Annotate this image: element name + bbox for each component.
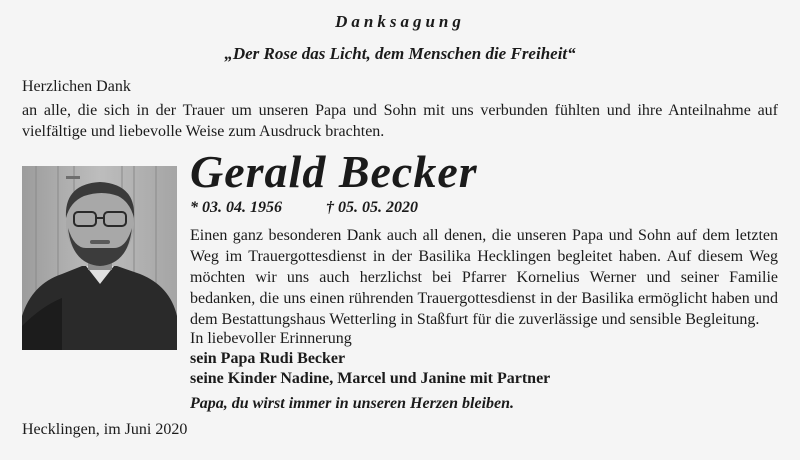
- portrait-photo: [22, 166, 177, 350]
- motto-quote: „Der Rose das Licht, dem Menschen die Freiheit“: [224, 44, 576, 63]
- notice-title: Danksagung: [335, 12, 465, 31]
- memory-intro: In liebevoller Erinnerung: [190, 330, 352, 347]
- intro-paragraph: an alle, die sich in der Trauer um unseren Papa und Sohn mit uns verbunden fühlten und ihre Anteilnahme auf vielfältige und liebevolle Weise zum Ausdruck brachten.: [22, 102, 778, 140]
- thanks-paragraph: Einen ganz besonderen Dank auch all denen, die unseren Papa und Sohn auf dem letzten Weg im Trauergottesdienst in der Basilika Hecklingen begleitet haben. Auf diesem Weg möchten wir uns auch herzlichst bei Pfarrer Kornelius Werner und seiner Familie bedanken, die uns einen rührenden Trauergottesdienst in der Basilika ermöglicht haben und dem Bestattungshaus Wetterling in Staßfurt für die zuverlässige und sensible Begleitung.: [190, 227, 778, 328]
- closing-line: Papa, du wirst immer in unseren Herzen bleiben.: [190, 395, 515, 412]
- greeting: Herzlichen Dank: [22, 78, 131, 95]
- signature-father: sein Papa Rudi Becker: [190, 350, 346, 367]
- signature-children: seine Kinder Nadine, Marcel und Janine mit Partner: [190, 370, 551, 387]
- death-date: † 05. 05. 2020: [326, 199, 418, 216]
- place-date: Hecklingen, im Juni 2020: [22, 421, 188, 438]
- deceased-name: Gerald Becker: [190, 146, 478, 197]
- birth-date: * 03. 04. 1956: [190, 199, 282, 216]
